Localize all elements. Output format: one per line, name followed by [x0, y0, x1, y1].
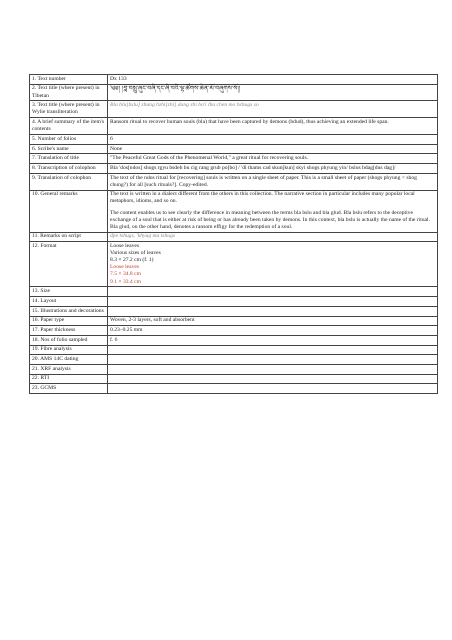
row-label: 17. Paper thickness — [30, 326, 108, 336]
row-value — [108, 297, 438, 307]
row-value — [108, 345, 438, 355]
row-label: 6. Scribe's name — [30, 144, 108, 154]
table-row — [30, 335, 438, 345]
row-label: 20. AMS 14C dating — [30, 355, 108, 365]
row-label: 3. Text title (where present) in Wylie transliteration — [30, 101, 108, 118]
row-label: 11. Remarks on script — [30, 232, 108, 242]
row-label: 21. XRF analysis — [30, 364, 108, 374]
general-remarks — [108, 190, 438, 232]
format-details — [108, 242, 438, 287]
row-label: 22. RTI — [30, 374, 108, 384]
table-row — [30, 384, 438, 394]
table-row — [30, 232, 438, 242]
table-row — [30, 84, 438, 101]
row-value — [108, 374, 438, 384]
remarks-paragraph: The content enables us to see clearly the difference in meaning between the terms bla bslu and bla glud. Bla bslu refers to the deceptive exchange of a soul that is either at risk of being or has already been taken by demons. In this context, bla bslu is actually the name of the ritual. Bla glud, on the other hand, denotes a ransom effigy for the redemption of a soul. — [110, 209, 430, 230]
colophon-transcription: Bla 'dos[ndos] shogs rgyu bsdeb bu cig rang grub po[bo] / 'di thams cad skun[kun] skyi shogs phyung yin/ bslus bdag[dus dag]/ — [108, 164, 438, 174]
row-label: 4. A brief summary of the item's contents — [30, 118, 108, 135]
row-label: 9. Translation of colophon — [30, 173, 108, 190]
row-label: 7. Translation of title — [30, 154, 108, 164]
table-row — [30, 118, 438, 135]
format-line: Loose leaves — [110, 243, 140, 250]
table-row — [30, 287, 438, 297]
row-label: 19. Fibre analysis — [30, 345, 108, 355]
row-label: 15. Illustrations and decorations — [30, 306, 108, 316]
table-row — [30, 135, 438, 145]
table-row — [30, 374, 438, 384]
summary-text: Ransom ritual to recover human souls (bla) that have been captured by demons (bdud), thus achieving an extended life span. — [108, 118, 438, 135]
table-row — [30, 75, 438, 85]
row-label: 12. Format — [30, 242, 108, 287]
format-line: 8.3 × 27.2 cm (f. 1) — [110, 257, 154, 264]
table-row — [30, 326, 438, 336]
row-value — [108, 306, 438, 316]
row-label: 10. General remarks — [30, 190, 108, 232]
format-line: 9.1 × 33.4 cm — [110, 278, 141, 285]
format-line: Various sizes of leaves — [110, 250, 161, 257]
table-row — [30, 316, 438, 326]
table-row — [30, 355, 438, 365]
row-value — [108, 355, 438, 365]
row-label: 16. Paper type — [30, 316, 108, 326]
row-value: dpe tshugs, 'khyug ma tshugs — [108, 232, 438, 242]
row-value: Dx 133 — [108, 75, 438, 85]
metadata-table — [29, 74, 438, 394]
row-label: 14. Layout — [30, 297, 108, 307]
row-value: 0.23–0.25 mm — [108, 326, 438, 336]
row-label: 1. Text number — [30, 75, 108, 85]
row-label: 13. Size — [30, 287, 108, 297]
row-value — [108, 287, 438, 297]
table-row — [30, 154, 438, 164]
row-value — [108, 384, 438, 394]
wylie-title: Bla blu[bslu] zhung bzhi[zhi] dang zhi ba'i lha chen mo bzhugs so — [108, 101, 438, 118]
colophon-translation: The text of the ndos ritual for [recovering] souls is written on a single sheet of paper. This is a small sheet of paper (shogs phyung < shog chung?) for all [such rituals?]. Copy-edited. — [108, 173, 438, 190]
row-value: f. 6 — [108, 335, 438, 345]
row-value: 6 — [108, 135, 438, 145]
table-row — [30, 101, 438, 118]
format-line: Loose leaves — [110, 264, 140, 271]
table-row — [30, 190, 438, 232]
table-row — [30, 173, 438, 190]
row-label: 18. Nos of folio sampled — [30, 335, 108, 345]
remarks-paragraph: The text is written in a dialect different from the others in this collection. The narrative section in particular includes many popular local metaphors, idioms, and so on. — [110, 191, 415, 205]
row-value: "The Peaceful Great Gods of the Phenomenal World," a great ritual for recovering souls. — [108, 154, 438, 164]
row-label: 23. GCMS — [30, 384, 108, 394]
tibetan-title: ༄༅། །བླ་བསླུ་ཞུང་བཞི་དང་ཞི་བའི་ལྷ་ཚོགས་ཆེན་མོ་བཞུགས་སོ།། — [108, 84, 438, 101]
row-value — [108, 364, 438, 374]
table-row — [30, 306, 438, 316]
row-label: 8. Transcription of colophon — [30, 164, 108, 174]
table-row — [30, 242, 438, 287]
row-label: 5. Number of folios — [30, 135, 108, 145]
format-line: 7.5 × 34.8 cm — [110, 271, 141, 278]
row-label: 2. Text title (where present) in Tibetan — [30, 84, 108, 101]
table-row — [30, 164, 438, 174]
table-row — [30, 297, 438, 307]
table-row — [30, 364, 438, 374]
table-row — [30, 144, 438, 154]
row-value: None — [108, 144, 438, 154]
row-value: Woven, 2-3 layers, soft and absorbent — [108, 316, 438, 326]
table-row — [30, 345, 438, 355]
